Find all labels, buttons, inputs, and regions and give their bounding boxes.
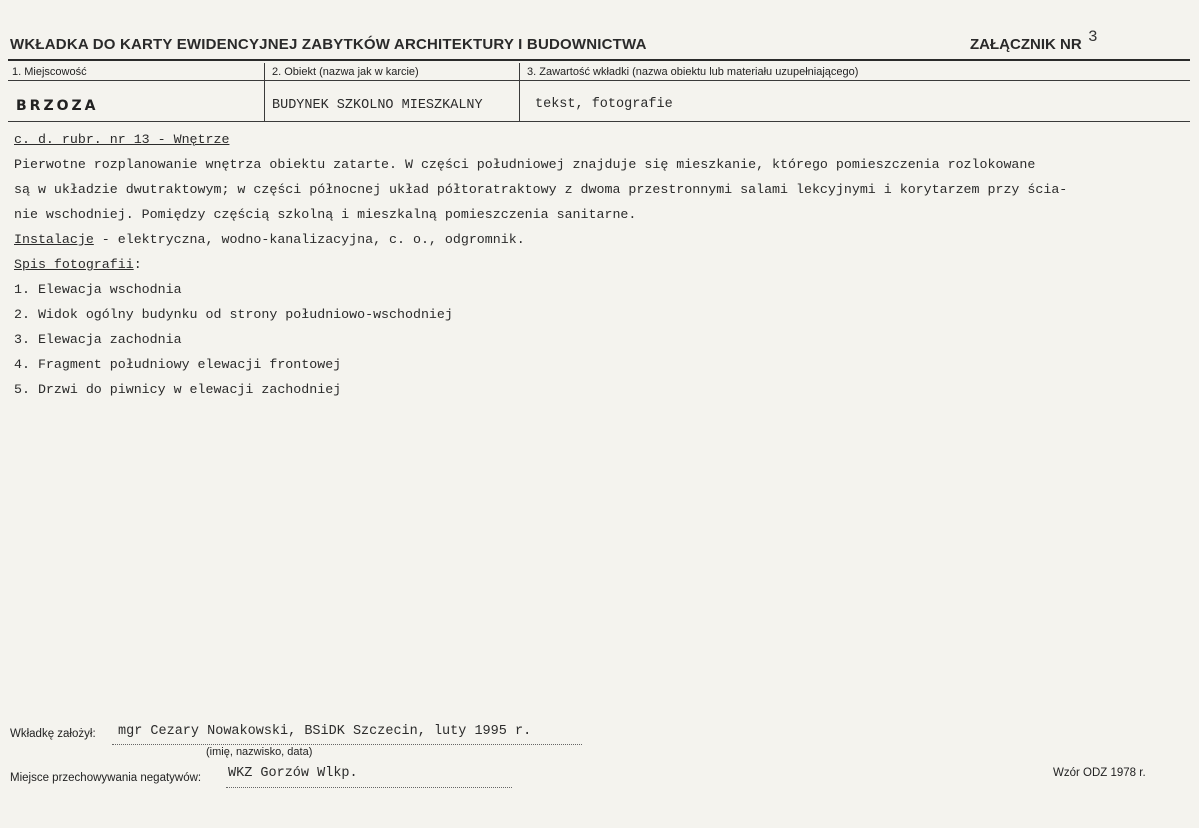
- fields-bottom-rule: [8, 121, 1190, 122]
- photo-item-5: 5. Drzwi do piwnicy w elewacji zachodniej: [14, 382, 342, 397]
- annex-label: ZAŁĄCZNIK NR: [970, 36, 1082, 53]
- paragraph-line-2: są w układzie dwutraktowym; w części północnej układ półtoratraktowy z dwoma przestronnymi salami lekcyjnymi i korytarzem przy ścia-: [14, 182, 1068, 197]
- photo-item-4: 4. Fragment południowy elewacji frontowej: [14, 357, 342, 372]
- installations-label: Instalacje: [14, 232, 94, 247]
- photos-heading: [14, 257, 142, 272]
- installations-line: [14, 232, 525, 247]
- header-rule: [8, 59, 1190, 61]
- photo-item-3: 3. Elewacja zachodnia: [14, 332, 182, 347]
- photo-item-1: 1. Elewacja wschodnia: [14, 282, 182, 297]
- negatives-label: Miejsce przechowywania negatywów:: [10, 772, 202, 784]
- form-code: Wzór ODZ 1978 r.: [1053, 767, 1146, 779]
- object-label: 2. Obiekt (nazwa jak w karcie): [272, 66, 419, 78]
- negatives-value: WKZ Gorzów Wlkp.: [228, 766, 358, 781]
- author-value: mgr Cezary Nowakowski, BSiDK Szczecin, luty 1995 r.: [118, 724, 532, 739]
- paragraph-line-1: Pierwotne rozplanowanie wnętrza obiektu zatarte. W części południowej znajduje się mieszkanie, którego pomieszczenia rozlokowane: [14, 157, 1036, 172]
- installations-text: - elektryczna, wodno-kanalizacyjna, c. o., odgromnik.: [93, 232, 525, 247]
- author-dotted-line: [112, 744, 582, 745]
- form-title: WKŁADKA DO KARTY EWIDENCYJNEJ ZABYTKÓW ARCHITEKTURY I BUDOWNICTWA: [10, 36, 647, 53]
- photo-item-2: 2. Widok ogólny budynku od strony południowo-wschodniej: [14, 307, 453, 322]
- section-heading-text: c. d. rubr. nr 13 - Wnętrze: [14, 132, 230, 147]
- author-label: Wkładkę założył:: [10, 728, 96, 740]
- author-hint: (imię, nazwisko, data): [206, 746, 313, 758]
- paragraph-line-3: nie wschodniej. Pomiędzy częścią szkolną i mieszkalną pomieszczenia sanitarne.: [14, 207, 637, 222]
- annex-number: 3: [1088, 28, 1098, 46]
- locality-label: 1. Miejscowość: [12, 66, 87, 78]
- field-rule: [8, 80, 1190, 81]
- locality-value: BRZOZA: [16, 98, 99, 114]
- field-divider-2: [519, 63, 520, 121]
- content-value: tekst, fotografie: [535, 97, 673, 112]
- photos-heading-colon: :: [133, 257, 142, 272]
- section-heading: [14, 132, 229, 147]
- content-label: 3. Zawartość wkładki (nazwa obiektu lub materiału uzupełniającego): [527, 66, 859, 78]
- field-divider-1: [264, 63, 265, 121]
- negatives-dotted-line: [226, 787, 512, 788]
- photos-heading-text: Spis fotografii: [14, 257, 134, 272]
- object-value: BUDYNEK SZKOLNO MIESZKALNY: [272, 98, 483, 113]
